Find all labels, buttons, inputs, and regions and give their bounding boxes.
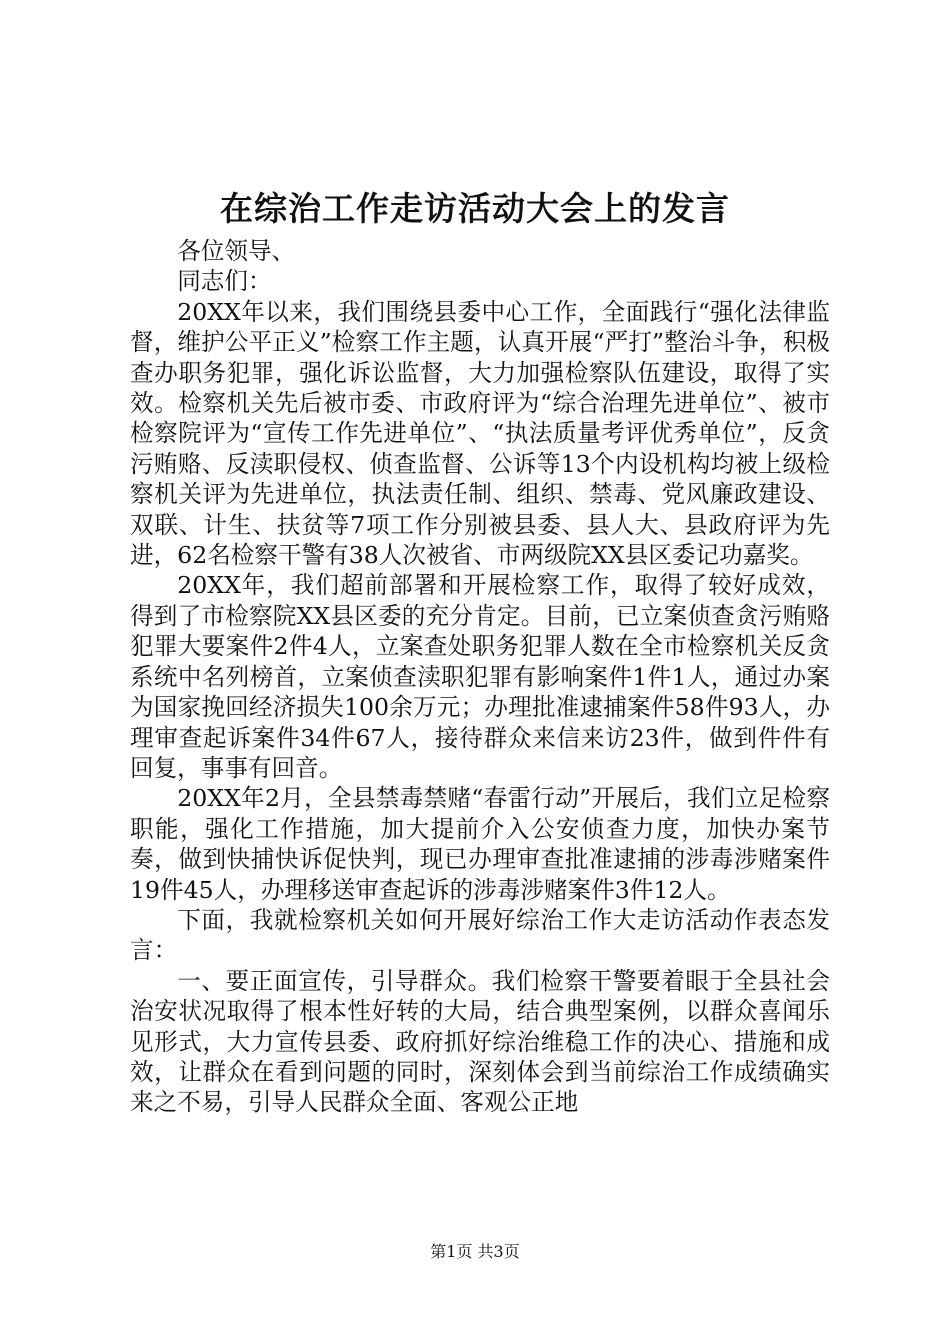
document-body: [130, 236, 830, 1118]
salutation-comrades: 同志们：: [177, 267, 272, 296]
document-title: 在综治工作走访活动大会上的发言: [220, 189, 730, 228]
paragraph: 20XX年，我们超前部署和开展检察工作，取得了较好成效，得到了市检察院XX县区委的充分肯定。目前，已立案侦查贪污贿赂犯罪大要案件2件4人，立案查处职务犯罪人数在全市检察机关反贪系统中名列榜首，立案侦查渎职犯罪有影响案件1件1人，通过办案为国家挽回经济损失100余万元；办理批准逮捕案件58件93人，办理审查起诉案件34件67人，接待群众来信来访23件，做到件件有回复，事事有回音。: [130, 571, 830, 782]
paragraph: 20XX年以来，我们围绕县委中心工作，全面践行“强化法律监督，维护公平正义”检察工作主题，认真开展“严打”整治斗争，积极查办职务犯罪，强化诉讼监督，大力加强检察队伍建设，取得了实效。检察机关先后被市委、市政府评为“综合治理先进单位”、被市检察院评为“宣传工作先进单位”、“执法质量考评优秀单位”，反贪污贿赂、反渎职侵权、侦查监督、公诉等13个内设机构均被上级检察机关评为先进单位，执法责任制、组织、禁毒、党风廉政建设、双联、计生、扶贫等7项工作分别被县委、县人大、县政府评为先进，62名检察干警有38人次被省、市两级院XX县区委记功嘉奖。: [130, 297, 830, 570]
page-footer: 第1页 共3页: [430, 1242, 520, 1261]
salutation-leaders: 各位领导、: [177, 237, 296, 265]
paragraph: 下面，我就检察机关如何开展好综治工作大走访活动作表态发言：: [130, 905, 830, 965]
paragraph: 一、要正面宣传，引导群众。我们检察干警要着眼于全县社会治安状况取得了根本性好转的大局，结合典型案例，以群众喜闻乐见形式，大力宣传县委、政府抓好综治维稳工作的决心、措施和成效，让群众在看到问题的同时，深刻体会到当前综治工作成绩确实来之不易，引导人民群众全面、客观公正地: [130, 966, 830, 1117]
paragraph: 20XX年2月，全县禁毒禁赌“春雷行动”开展后，我们立足检察职能，强化工作措施，加大提前介入公安侦查力度，加快办案节奏，做到快捕快诉促快判，现已办理审查批准逮捕的涉毒涉赌案件19件45人，办理移送审查起诉的涉毒涉赌案件3件12人。: [130, 784, 830, 904]
